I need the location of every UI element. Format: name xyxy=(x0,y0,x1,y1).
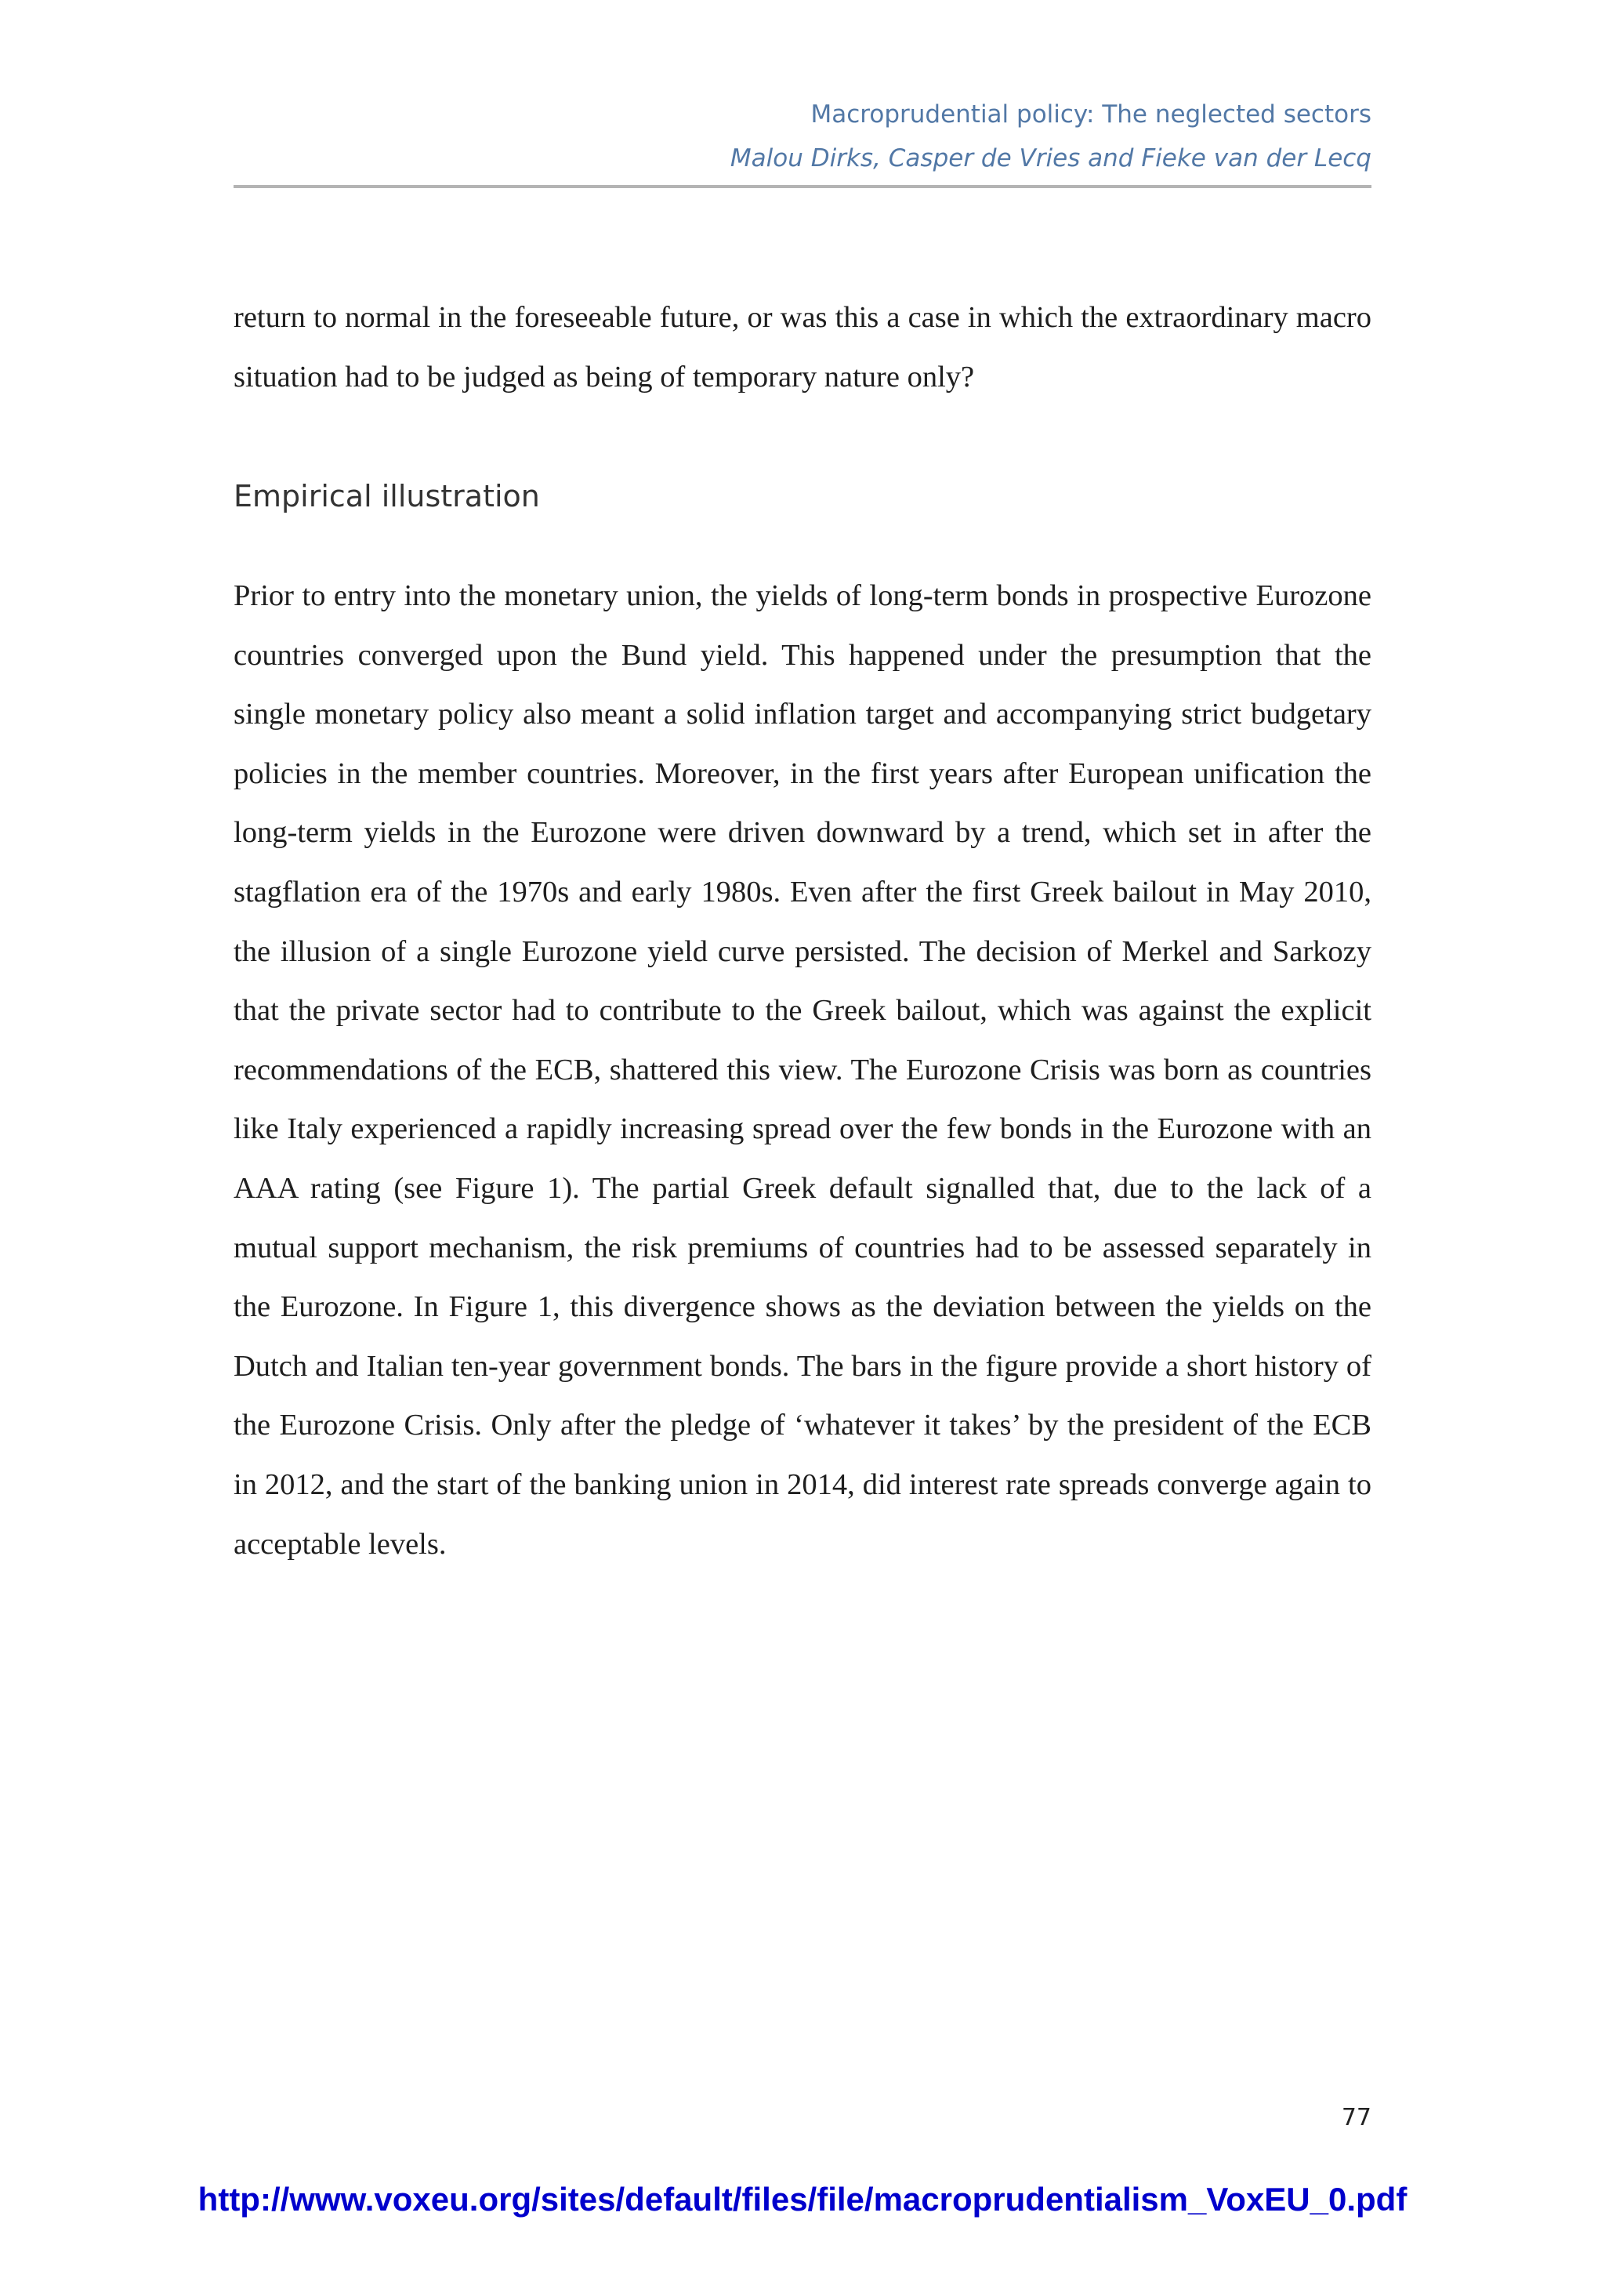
body-paragraph: Prior to entry into the monetary union, the yields of long-term bonds in prospective Eurozone countries converged upon the Bund yield. This happened under the presumption that the single monetary policy also meant a solid inflation target and accompanying strict budgetary policies in the member countries. Moreover, in the first years after European unification the long-term yields in the Eurozone were driven downward by a trend, which set in after the stagflation era of the 1970s and early 1980s. Even after the first Greek bailout in May 2010, the illusion of a single Eurozone yield curve persisted. The decision of Merkel and Sarkozy that the private sector had to contribute to the Greek bailout, which was against the explicit recommendations of the ECB, shattered this view. The Eurozone Crisis was born as countries like Italy experienced a rapidly increasing spread over the few bonds in the Eurozone with an AAA rating (see Figure 1). The partial Greek default signalled that, due to the lack of a mutual support mechanism, the risk premiums of countries had to be assessed separately in the Eurozone. In Figure 1, this divergence shows as the deviation between the yields on the Dutch and Italian ten-year government bonds. The bars in the figure provide a short history of the Eurozone Crisis. Only after the pledge of ‘whatever it takes’ by the president of the ECB in 2012, and the start of the banking union in 2014, did interest rate spreads converge again to acceptable levels. xyxy=(234,579,1371,1561)
running-header-authors: Malou Dirks, Casper de Vries and Fieke van der Lecq xyxy=(730,144,1371,172)
running-header xyxy=(234,92,1371,180)
section-heading: Empirical illustration xyxy=(234,479,540,513)
intro-paragraph: return to normal in the foreseeable future, or was this a case in which the extraordinary macro situation had to be judged as being of temporary nature only? xyxy=(234,301,1371,394)
running-header-title: Macroprudential policy: The neglected sectors xyxy=(810,100,1371,129)
page-number: 77 xyxy=(1341,2104,1371,2131)
source-url-link[interactable]: http://www.voxeu.org/sites/default/files/file/macroprudentialism_VoxEU_0.pdf xyxy=(197,2181,1408,2218)
header-divider xyxy=(234,185,1371,188)
